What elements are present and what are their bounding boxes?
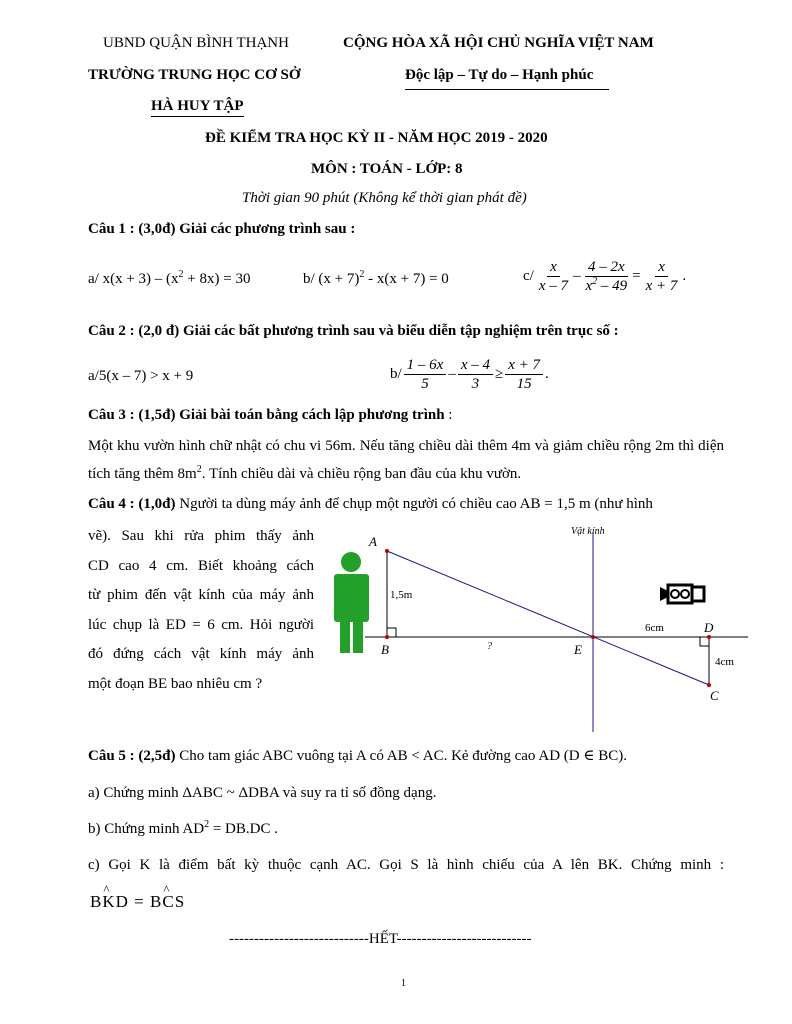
school-name-line2: HÀ HUY TẬP bbox=[151, 98, 244, 117]
point-c bbox=[707, 683, 711, 687]
q1-b: b/ $(x + 7)^2 - x(x + 7) = 0$ bbox=[303, 269, 449, 287]
exam-title: ĐỀ KIỂM TRA HỌC KỲ II - NĂM HỌC 2019 - 2020 bbox=[205, 130, 548, 146]
point-e bbox=[591, 635, 595, 639]
segment-ac bbox=[387, 551, 709, 685]
camera-icon bbox=[660, 585, 704, 603]
end-marker: ----------------------------HẾT--------------------------- bbox=[229, 931, 532, 947]
q5-b: b) Chứng minh $AD^2 = DB.DC$ . bbox=[88, 819, 278, 837]
q3-heading: Câu 3 : (1,5đ) Giải bài toán bằng cách lập phương trình : bbox=[88, 407, 453, 423]
point-a bbox=[385, 549, 389, 553]
camera-diagram bbox=[320, 520, 760, 740]
national-motto: Độc lập – Tự do – Hạnh phúc bbox=[405, 67, 609, 90]
q2-a: a/5(x – 7) > x + 9 bbox=[88, 368, 194, 384]
q1-c: c/ $\frac{x}{x - 7}$ – $\frac{4 - 2x}{x^2 - 49}$ = $\frac{x}{x + 7}$ . bbox=[523, 259, 687, 294]
district-name: UBND QUẬN BÌNH THẠNH bbox=[103, 35, 289, 51]
q5-a: a) Chứng minh ΔABC ~ ΔDBA và suy ra tỉ số đồng dạng. bbox=[88, 785, 437, 801]
person-icon bbox=[334, 552, 369, 653]
q1-a: a/ $x(x + 3) - (x^2 + 8x) = 30$ bbox=[88, 269, 251, 287]
q4-body-line: từ phim đến vật kính của máy ảnh bbox=[88, 587, 314, 603]
q4-body-line: đó đứng cách vật kính máy ảnh bbox=[88, 646, 314, 662]
q2-b: b/ $\frac{1 - 6x}{5}$ – $\frac{x - 4}{3}$ ≥ $\frac{x + 7}{15}$ . bbox=[390, 357, 549, 392]
label-b: B bbox=[381, 642, 389, 657]
be-length: ? bbox=[487, 641, 492, 652]
exam-subject: MÔN : TOÁN - LỚP: 8 bbox=[311, 161, 463, 177]
q4-heading: Câu 4 : (1,0đ) Người ta dùng máy ảnh để chụp một người có chiều cao AB = 1,5 m (như hình bbox=[88, 496, 653, 512]
q2-heading: Câu 2 : (2,0 đ) Giải các bất phương trình sau và biểu diễn tập nghiệm trên trục số : bbox=[88, 323, 619, 339]
ab-length: 1,5m bbox=[390, 589, 413, 601]
dc-length: 4cm bbox=[715, 656, 734, 668]
label-e: E bbox=[574, 642, 582, 657]
q4-body-line: một đoạn BE bao nhiêu cm ? bbox=[88, 675, 263, 692]
q3-text: Một khu vườn hình chữ nhật có chu vi 56m. Nếu tăng chiều dài thêm 4m và giảm chiều rộng 2m thì diện tích tăng thêm $8m^2$. Tính chiều dài và chiều rộng ban đầu của khu vườn. bbox=[88, 438, 724, 482]
q5-c: c) Gọi K là điểm bất kỳ thuộc cạnh AC. Gọi S là hình chiếu của A lên BK. Chứng minh : bbox=[88, 857, 724, 873]
page-number: 1 bbox=[401, 978, 406, 989]
label-c: C bbox=[710, 688, 719, 703]
point-b bbox=[385, 635, 389, 639]
ed-length: 6cm bbox=[645, 622, 664, 634]
label-d: D bbox=[704, 620, 714, 635]
q1-heading: Câu 1 : (3,0đ) Giải các phương trình sau : bbox=[88, 221, 356, 237]
exam-duration: Thời gian 90 phút (Không kể thời gian phát đề) bbox=[242, 190, 527, 206]
q4-body-line: vẽ). Sau khi rửa phim thấy ảnh bbox=[88, 528, 314, 544]
q5-heading: Câu 5 : (2,5đ) Cho tam giác ABC vuông tại A có AB < AC. Kẻ đường cao AD (D ∈ BC). bbox=[88, 748, 627, 764]
point-d bbox=[707, 635, 711, 639]
q4-body-line: lúc chụp là ED = 6 cm. Hỏi người bbox=[88, 616, 314, 633]
q5-equation: B^ KD = B^ CS bbox=[90, 892, 185, 912]
school-name: TRƯỜNG TRUNG HỌC CƠ SỞ bbox=[88, 67, 301, 83]
label-a: A bbox=[369, 534, 377, 549]
q4-body-line: CD cao 4 cm. Biết khoảng cách bbox=[88, 557, 314, 574]
national-title: CỘNG HÒA XÃ HỘI CHỦ NGHĨA VIỆT NAM bbox=[343, 35, 654, 51]
q4-body bbox=[88, 522, 314, 699]
lens-label: Vật kính bbox=[571, 526, 605, 537]
